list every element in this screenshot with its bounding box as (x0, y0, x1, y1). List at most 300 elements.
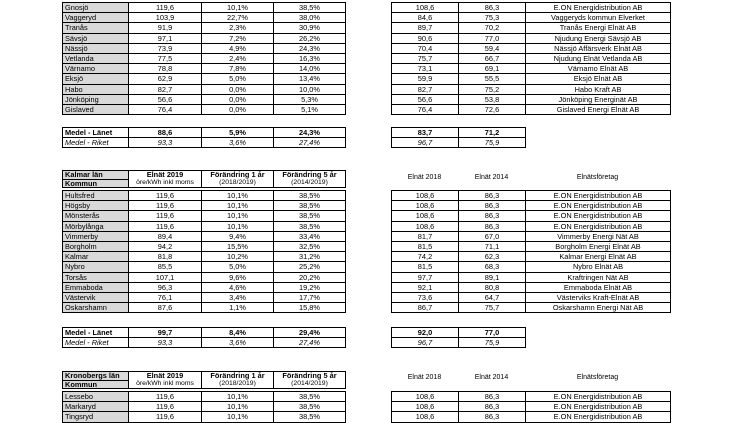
table-row (63, 104, 346, 114)
table-row (63, 262, 346, 272)
e2014: 77,0 (459, 328, 526, 338)
table-row (63, 64, 346, 74)
company: Kraftringen Nät AB (526, 272, 671, 282)
e2014: 69,1 (459, 64, 526, 74)
e2014: 71,2 (459, 128, 526, 138)
ch1: 10,1% (202, 412, 274, 422)
kommun-name: Lessebo (63, 392, 129, 402)
ch5: 26,2% (274, 33, 346, 43)
table-row (63, 94, 346, 104)
kommun-name: Vimmerby (63, 231, 129, 241)
company: E.ON Energidistribution AB (526, 402, 671, 412)
ch5: 38,0% (274, 13, 346, 23)
company: Oskarshamn Energi Nät AB (526, 303, 671, 313)
kommun-name: Habo (63, 84, 129, 94)
ch5: 14,0% (274, 64, 346, 74)
h-ch5 (274, 372, 346, 389)
company: Eksjö Elnät AB (526, 74, 671, 84)
ch1: 4,9% (202, 43, 274, 53)
kommun-name: Tranås (63, 23, 129, 33)
lan-label: Kalmar län (63, 171, 128, 180)
e2019: 119,6 (129, 191, 202, 201)
h-ch1 (202, 372, 274, 389)
ch1: 4,6% (202, 282, 274, 292)
h-ch1-label: Förändring 1 år (210, 371, 265, 380)
company: Njudung Elnät Vetlanda AB (526, 53, 671, 63)
ch1: 1,1% (202, 303, 274, 313)
ch5: 38,5% (274, 201, 346, 211)
e2014: 86,3 (459, 191, 526, 201)
e2018: 70,4 (392, 43, 459, 53)
e2019: 85,5 (129, 262, 202, 272)
kommun-name: Vaggeryd (63, 13, 129, 23)
kommun-name: Mörbylånga (63, 221, 129, 231)
ch1: 8,4% (202, 328, 274, 338)
s3-h-elnat2018: Elnät 2018 (407, 374, 442, 381)
kommun-name: Vetlanda (63, 53, 129, 63)
ch5: 16,3% (274, 53, 346, 63)
ch5: 24,3% (274, 43, 346, 53)
e2019: 119,6 (129, 402, 202, 412)
ch1: 10,1% (202, 211, 274, 221)
ch5: 20,2% (274, 272, 346, 282)
s2-left-body (63, 191, 346, 313)
kommun-name: Nybro (63, 262, 129, 272)
company: Nybro Elnät AB (526, 262, 671, 272)
ch5: 27,4% (274, 338, 346, 348)
company: Borgholm Energi Elnät AB (526, 241, 671, 251)
e2018: 108,6 (392, 412, 459, 422)
ch5: 33,4% (274, 231, 346, 241)
table-row (392, 23, 671, 33)
s1-left-body (63, 3, 346, 115)
table-row (63, 392, 346, 402)
e2019: 97,1 (129, 33, 202, 43)
company: E.ON Energidistribution AB (526, 412, 671, 422)
e2014: 75,2 (459, 84, 526, 94)
s2-right-table (391, 190, 671, 313)
e2019: 96,3 (129, 282, 202, 292)
ch5: 13,4% (274, 74, 346, 84)
table-row (63, 201, 346, 211)
h-ch5-label: Förändring 5 år (282, 371, 337, 380)
kommun-name: Torsås (63, 272, 129, 282)
e2014: 66,7 (459, 53, 526, 63)
ch1: 10,1% (202, 201, 274, 211)
kommun-name: Jönköping (63, 94, 129, 104)
e2018: 108,6 (392, 211, 459, 221)
kommun-name: Nässjö (63, 43, 129, 53)
table-row (392, 74, 671, 84)
e2014: 59,4 (459, 43, 526, 53)
s3-h-company: Elnätsföretag (576, 374, 619, 381)
kommun-name: Markaryd (63, 402, 129, 412)
e2014: 70,2 (459, 23, 526, 33)
h-elnat2019 (129, 171, 202, 188)
h-elnat2019-sub: öre/kWh inkl moms (136, 179, 194, 186)
lan-kommun-cell (63, 171, 129, 188)
e2014: 75,9 (459, 338, 526, 348)
ch1: 2,3% (202, 23, 274, 33)
ch1: 10,2% (202, 252, 274, 262)
s2-h-elnat2014: Elnät 2014 (474, 174, 509, 181)
e2019: 87,6 (129, 303, 202, 313)
kommun-name: Gislaved (63, 104, 129, 114)
e2014: 89,1 (459, 272, 526, 282)
table-row (392, 13, 671, 23)
ch1: 5,0% (202, 74, 274, 84)
kommun-name: Oskarshamn (63, 303, 129, 313)
ch5: 31,2% (274, 252, 346, 262)
kommun-name: Sävsjö (63, 33, 129, 43)
ch1: 10,1% (202, 191, 274, 201)
s2-header-table (62, 170, 346, 188)
lan-label: Kronobergs län (63, 372, 128, 381)
s3-header-table (62, 371, 346, 389)
e2019: 56,6 (129, 94, 202, 104)
e2019: 99,7 (129, 328, 202, 338)
table-row (392, 191, 671, 201)
kommun-name: Kalmar (63, 252, 129, 262)
ch1: 15,5% (202, 241, 274, 251)
e2019: 119,6 (129, 3, 202, 13)
e2014: 71,1 (459, 241, 526, 251)
ch1: 3,6% (202, 138, 274, 148)
company: Kalmar Energi Elnät AB (526, 252, 671, 262)
company: Habo Kraft AB (526, 84, 671, 94)
kommun-name: Västervik (63, 292, 129, 302)
e2014: 86,3 (459, 392, 526, 402)
table-row (63, 221, 346, 231)
table-row (392, 282, 671, 292)
e2019: 76,1 (129, 292, 202, 302)
company: E.ON Energidistribution AB (526, 211, 671, 221)
e2019: 93,3 (129, 138, 202, 148)
ch5: 38,5% (274, 211, 346, 221)
h-ch5-sub: (2014/2019) (291, 380, 328, 387)
e2019: 119,6 (129, 201, 202, 211)
table-row (63, 74, 346, 84)
kommun-name: Tingsryd (63, 412, 129, 422)
e2019: 89,4 (129, 231, 202, 241)
s2-header-row (63, 171, 346, 188)
kommun-name: Gnosjö (63, 3, 129, 13)
company: E.ON Energidistribution AB (526, 201, 671, 211)
ch5: 15,8% (274, 303, 346, 313)
e2014: 86,3 (459, 3, 526, 13)
lan-kommun-cell (63, 372, 129, 389)
medel-lanet-row (63, 128, 346, 138)
kommun-name: Hultsfred (63, 191, 129, 201)
h-ch5-label: Förändring 5 år (282, 170, 337, 179)
e2018: 74,2 (392, 252, 459, 262)
h-ch1-sub: (2018/2019) (219, 179, 256, 186)
s3-left-table (62, 391, 346, 423)
company: Västerviks Kraft-Elnät AB (526, 292, 671, 302)
e2014: 67,0 (459, 231, 526, 241)
e2014: 86,3 (459, 412, 526, 422)
h-ch1 (202, 171, 274, 188)
e2019: 88,6 (129, 128, 202, 138)
e2014: 75,7 (459, 303, 526, 313)
table-row (392, 272, 671, 282)
table-row (63, 43, 346, 53)
e2014: 86,3 (459, 402, 526, 412)
medel-lanet-row-right (392, 128, 526, 138)
table-row (63, 252, 346, 262)
table-row (392, 94, 671, 104)
e2018: 108,6 (392, 402, 459, 412)
s2-h-company: Elnätsföretag (576, 174, 619, 181)
ch5: 5,3% (274, 94, 346, 104)
h-ch1-sub: (2018/2019) (219, 380, 256, 387)
ch5: 29,4% (274, 328, 346, 338)
company: Jönköping Energinät AB (526, 94, 671, 104)
h-ch5-sub: (2014/2019) (291, 179, 328, 186)
medel-lanet-row-right (392, 328, 526, 338)
e2018: 108,6 (392, 3, 459, 13)
e2019: 119,6 (129, 211, 202, 221)
table-row (63, 84, 346, 94)
company: Nässjö Affärsverk Elnät AB (526, 43, 671, 53)
e2019: 103,9 (129, 13, 202, 23)
h-ch1-label: Förändring 1 år (210, 170, 265, 179)
e2014: 75,9 (459, 138, 526, 148)
table-row (63, 231, 346, 241)
table-row (392, 412, 671, 422)
company: Värnamo Elnät AB (526, 64, 671, 74)
table-row (63, 211, 346, 221)
table-row (63, 402, 346, 412)
e2018: 96,7 (392, 338, 459, 348)
e2014: 75,3 (459, 13, 526, 23)
e2019: 93,3 (129, 338, 202, 348)
company: Emmaboda Elnät AB (526, 282, 671, 292)
ch5: 38,5% (274, 3, 346, 13)
h-ch5 (274, 171, 346, 188)
e2018: 92,1 (392, 282, 459, 292)
h-elnat2019-label: Elnät 2019 (146, 371, 184, 380)
ch5: 17,7% (274, 292, 346, 302)
medel-riket-row-right (392, 138, 526, 148)
ch1: 10,1% (202, 392, 274, 402)
table-row (392, 104, 671, 114)
ch1: 9,4% (202, 231, 274, 241)
e2014: 53,8 (459, 94, 526, 104)
s1-right-table (391, 2, 671, 115)
kommun-name: Eksjö (63, 74, 129, 84)
medel-riket-row (63, 138, 346, 148)
ch5: 27,4% (274, 138, 346, 148)
e2019: 81,8 (129, 252, 202, 262)
e2014: 86,3 (459, 201, 526, 211)
table-row (392, 3, 671, 13)
company: E.ON Energidistribution AB (526, 221, 671, 231)
s1-medel-left (62, 127, 346, 148)
e2014: 62,3 (459, 252, 526, 262)
e2019: 78,8 (129, 64, 202, 74)
e2018: 73,6 (392, 292, 459, 302)
kommun-name: Emmaboda (63, 282, 129, 292)
e2019: 62,9 (129, 74, 202, 84)
ch1: 7,2% (202, 33, 274, 43)
e2018: 92,0 (392, 328, 459, 338)
ch5: 32,5% (274, 241, 346, 251)
h-elnat2019 (129, 372, 202, 389)
e2019: 82,7 (129, 84, 202, 94)
ch1: 0,0% (202, 94, 274, 104)
e2014: 72,6 (459, 104, 526, 114)
ch1: 3,4% (202, 292, 274, 302)
e2014: 80,8 (459, 282, 526, 292)
e2018: 89,7 (392, 23, 459, 33)
e2019: 119,6 (129, 412, 202, 422)
ch5: 10,0% (274, 84, 346, 94)
company: E.ON Energidistribution AB (526, 191, 671, 201)
table-row (63, 412, 346, 422)
e2014: 68,3 (459, 262, 526, 272)
e2018: 59,9 (392, 74, 459, 84)
ch5: 38,5% (274, 191, 346, 201)
e2018: 86,7 (392, 303, 459, 313)
s2-left-table (62, 190, 346, 313)
table-row (392, 252, 671, 262)
ch5: 30,9% (274, 23, 346, 33)
table-row (392, 84, 671, 94)
h-elnat2019-label: Elnät 2019 (146, 170, 184, 179)
e2018: 108,6 (392, 221, 459, 231)
ch1: 10,1% (202, 3, 274, 13)
e2018: 97,7 (392, 272, 459, 282)
s1-medel-right (391, 127, 526, 148)
table-row (392, 292, 671, 302)
ch1: 2,4% (202, 53, 274, 63)
e2019: 119,6 (129, 392, 202, 402)
ch1: 3,6% (202, 338, 274, 348)
s3-right-table (391, 391, 671, 423)
table-row (392, 262, 671, 272)
table-row (392, 211, 671, 221)
e2014: 77,0 (459, 33, 526, 43)
e2019: 76,4 (129, 104, 202, 114)
s2-h-elnat2018: Elnät 2018 (407, 174, 442, 181)
table-row (392, 33, 671, 43)
ch1: 7,8% (202, 64, 274, 74)
ch1: 0,0% (202, 104, 274, 114)
table-row (63, 13, 346, 23)
table-row (392, 231, 671, 241)
table-row (63, 272, 346, 282)
table-row (63, 292, 346, 302)
e2018: 83,7 (392, 128, 459, 138)
e2018: 90,6 (392, 33, 459, 43)
kommun-name: Högsby (63, 201, 129, 211)
e2018: 81,7 (392, 231, 459, 241)
e2019: 73,9 (129, 43, 202, 53)
ch1: 5,0% (202, 262, 274, 272)
e2018: 56,6 (392, 94, 459, 104)
e2019: 77,5 (129, 53, 202, 63)
e2014: 86,3 (459, 221, 526, 231)
s3-h-elnat2014: Elnät 2014 (474, 374, 509, 381)
e2014: 55,5 (459, 74, 526, 84)
kommun-name: Värnamo (63, 64, 129, 74)
ch1: 5,9% (202, 128, 274, 138)
ch1: 9,6% (202, 272, 274, 282)
table-row (392, 303, 671, 313)
ch5: 38,5% (274, 402, 346, 412)
label: Medel - Riket (63, 138, 129, 148)
table-row (63, 282, 346, 292)
e2018: 73,1 (392, 64, 459, 74)
company: Vimmerby Energi Nät AB (526, 231, 671, 241)
e2019: 94,2 (129, 241, 202, 251)
ch1: 0,0% (202, 84, 274, 94)
kommun-label: Kommun (65, 379, 98, 389)
kommun-name: Borgholm (63, 241, 129, 251)
label: Medel - Riket (63, 338, 129, 348)
table-row (392, 201, 671, 211)
company: Njudung Energi Sävsjö AB (526, 33, 671, 43)
s3-header-row (63, 372, 346, 389)
table-row (63, 303, 346, 313)
table-row (63, 3, 346, 13)
company: E.ON Energidistribution AB (526, 3, 671, 13)
ch5: 19,2% (274, 282, 346, 292)
table-row (392, 53, 671, 63)
s2-medel-right (391, 327, 526, 348)
table-row (392, 43, 671, 53)
ch5: 25,2% (274, 262, 346, 272)
label: Medel - Länet (63, 128, 129, 138)
s1-left-table (62, 2, 346, 115)
label: Medel - Länet (63, 328, 129, 338)
medel-lanet-row (63, 328, 346, 338)
e2018: 82,7 (392, 84, 459, 94)
s2-medel-left (62, 327, 346, 348)
ch5: 38,5% (274, 221, 346, 231)
e2018: 96,7 (392, 138, 459, 148)
h-elnat2019-sub: öre/kWh inkl moms (136, 380, 194, 387)
ch5: 38,5% (274, 412, 346, 422)
e2018: 81,5 (392, 262, 459, 272)
table-row (63, 23, 346, 33)
ch5: 38,5% (274, 392, 346, 402)
e2018: 75,7 (392, 53, 459, 63)
table-row (392, 221, 671, 231)
kommun-name: Mönsterås (63, 211, 129, 221)
ch5: 24,3% (274, 128, 346, 138)
e2018: 84,6 (392, 13, 459, 23)
table-row (392, 241, 671, 251)
company: Vaggeryds kommun Elverket (526, 13, 671, 23)
e2019: 91,9 (129, 23, 202, 33)
ch1: 10,1% (202, 221, 274, 231)
table-row (63, 53, 346, 63)
table-row (392, 402, 671, 412)
company: E.ON Energidistribution AB (526, 392, 671, 402)
s1-right-body (392, 3, 671, 115)
ch5: 5,1% (274, 104, 346, 114)
kommun-label: Kommun (65, 178, 98, 188)
e2019: 107,1 (129, 272, 202, 282)
ch1: 22,7% (202, 13, 274, 23)
e2019: 119,6 (129, 221, 202, 231)
s3-left-body (63, 392, 346, 423)
e2018: 108,6 (392, 392, 459, 402)
ch1: 10,1% (202, 402, 274, 412)
company: Gislaved Energi Elnät AB (526, 104, 671, 114)
